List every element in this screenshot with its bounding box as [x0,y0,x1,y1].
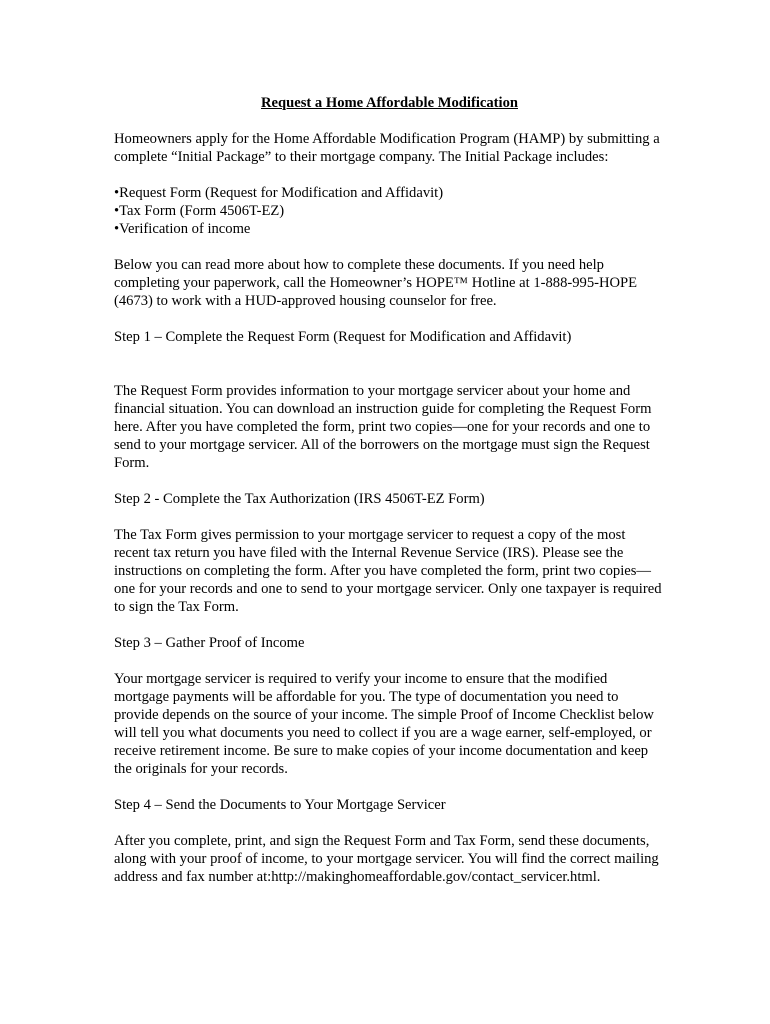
bullet-request-form: •Request Form (Request for Modification and Affidavit) [114,185,444,201]
step4-heading: Step 4 – Send the Documents to Your Mortgage Servicer [114,797,446,813]
document-content [114,94,662,904]
step1-body: The Request Form provides information to your mortgage servicer about your home and financial situation. You can download an instruction guide for completing the Request Form here. After you have completed the form, print two copies—one for your records and one to send to your mortgage servicer. All of the borrowers on the mortgage must sign the Request Form. [114,383,652,471]
bullet-tax-form: •Tax Form (Form 4506T-EZ) [114,203,285,219]
step3-heading: Step 3 – Gather Proof of Income [114,635,305,651]
step2-heading: Step 2 - Complete the Tax Authorization (IRS 4506T-EZ Form) [114,491,485,507]
step3-body: Your mortgage servicer is required to verify your income to ensure that the modified mortgage payments will be affordable for you. The type of documentation you need to provide depends on the source of your income. The simple Proof of Income Checklist below will tell you what documents you need to collect if you are a wage earner, self-employed, or receive retirement income. Be sure to make copies of your income documentation and keep the originals for your records. [114,671,654,777]
intro-paragraph: Homeowners apply for the Home Affordable Modification Program (HAMP) by submitting a complete “Initial Package” to their mortgage company. The Initial Package includes: [114,131,660,165]
package-bullet-list [114,184,662,238]
step4-body: After you complete, print, and sign the Request Form and Tax Form, send these documents, along with your proof of income, to your mortgage servicer. You will find the correct mailing address and fax number at:http://makinghomeaffordable.gov/contact_servicer.html. [114,833,659,885]
bullet-verification-of-income: •Verification of income [114,221,251,237]
document-title: Request a Home Affordable Modification [261,95,518,111]
help-paragraph: Below you can read more about how to complete these documents. If you need help completing your paperwork, call the Homeowner’s HOPE™ Hotline at 1-888-995-HOPE (4673) to work with a HUD-approved housing counselor for free. [114,257,638,309]
step2-body: The Tax Form gives permission to your mortgage servicer to request a copy of the most recent tax return you have filed with the Internal Revenue Service (IRS). Please see the instructions on completing the form. After you have completed the form, print two copies—one for your records and one to send to your mortgage servicer. Only one taxpayer is required to sign the Tax Form. [114,527,662,615]
step1-heading: Step 1 – Complete the Request Form (Request for Modification and Affidavit) [114,329,572,345]
